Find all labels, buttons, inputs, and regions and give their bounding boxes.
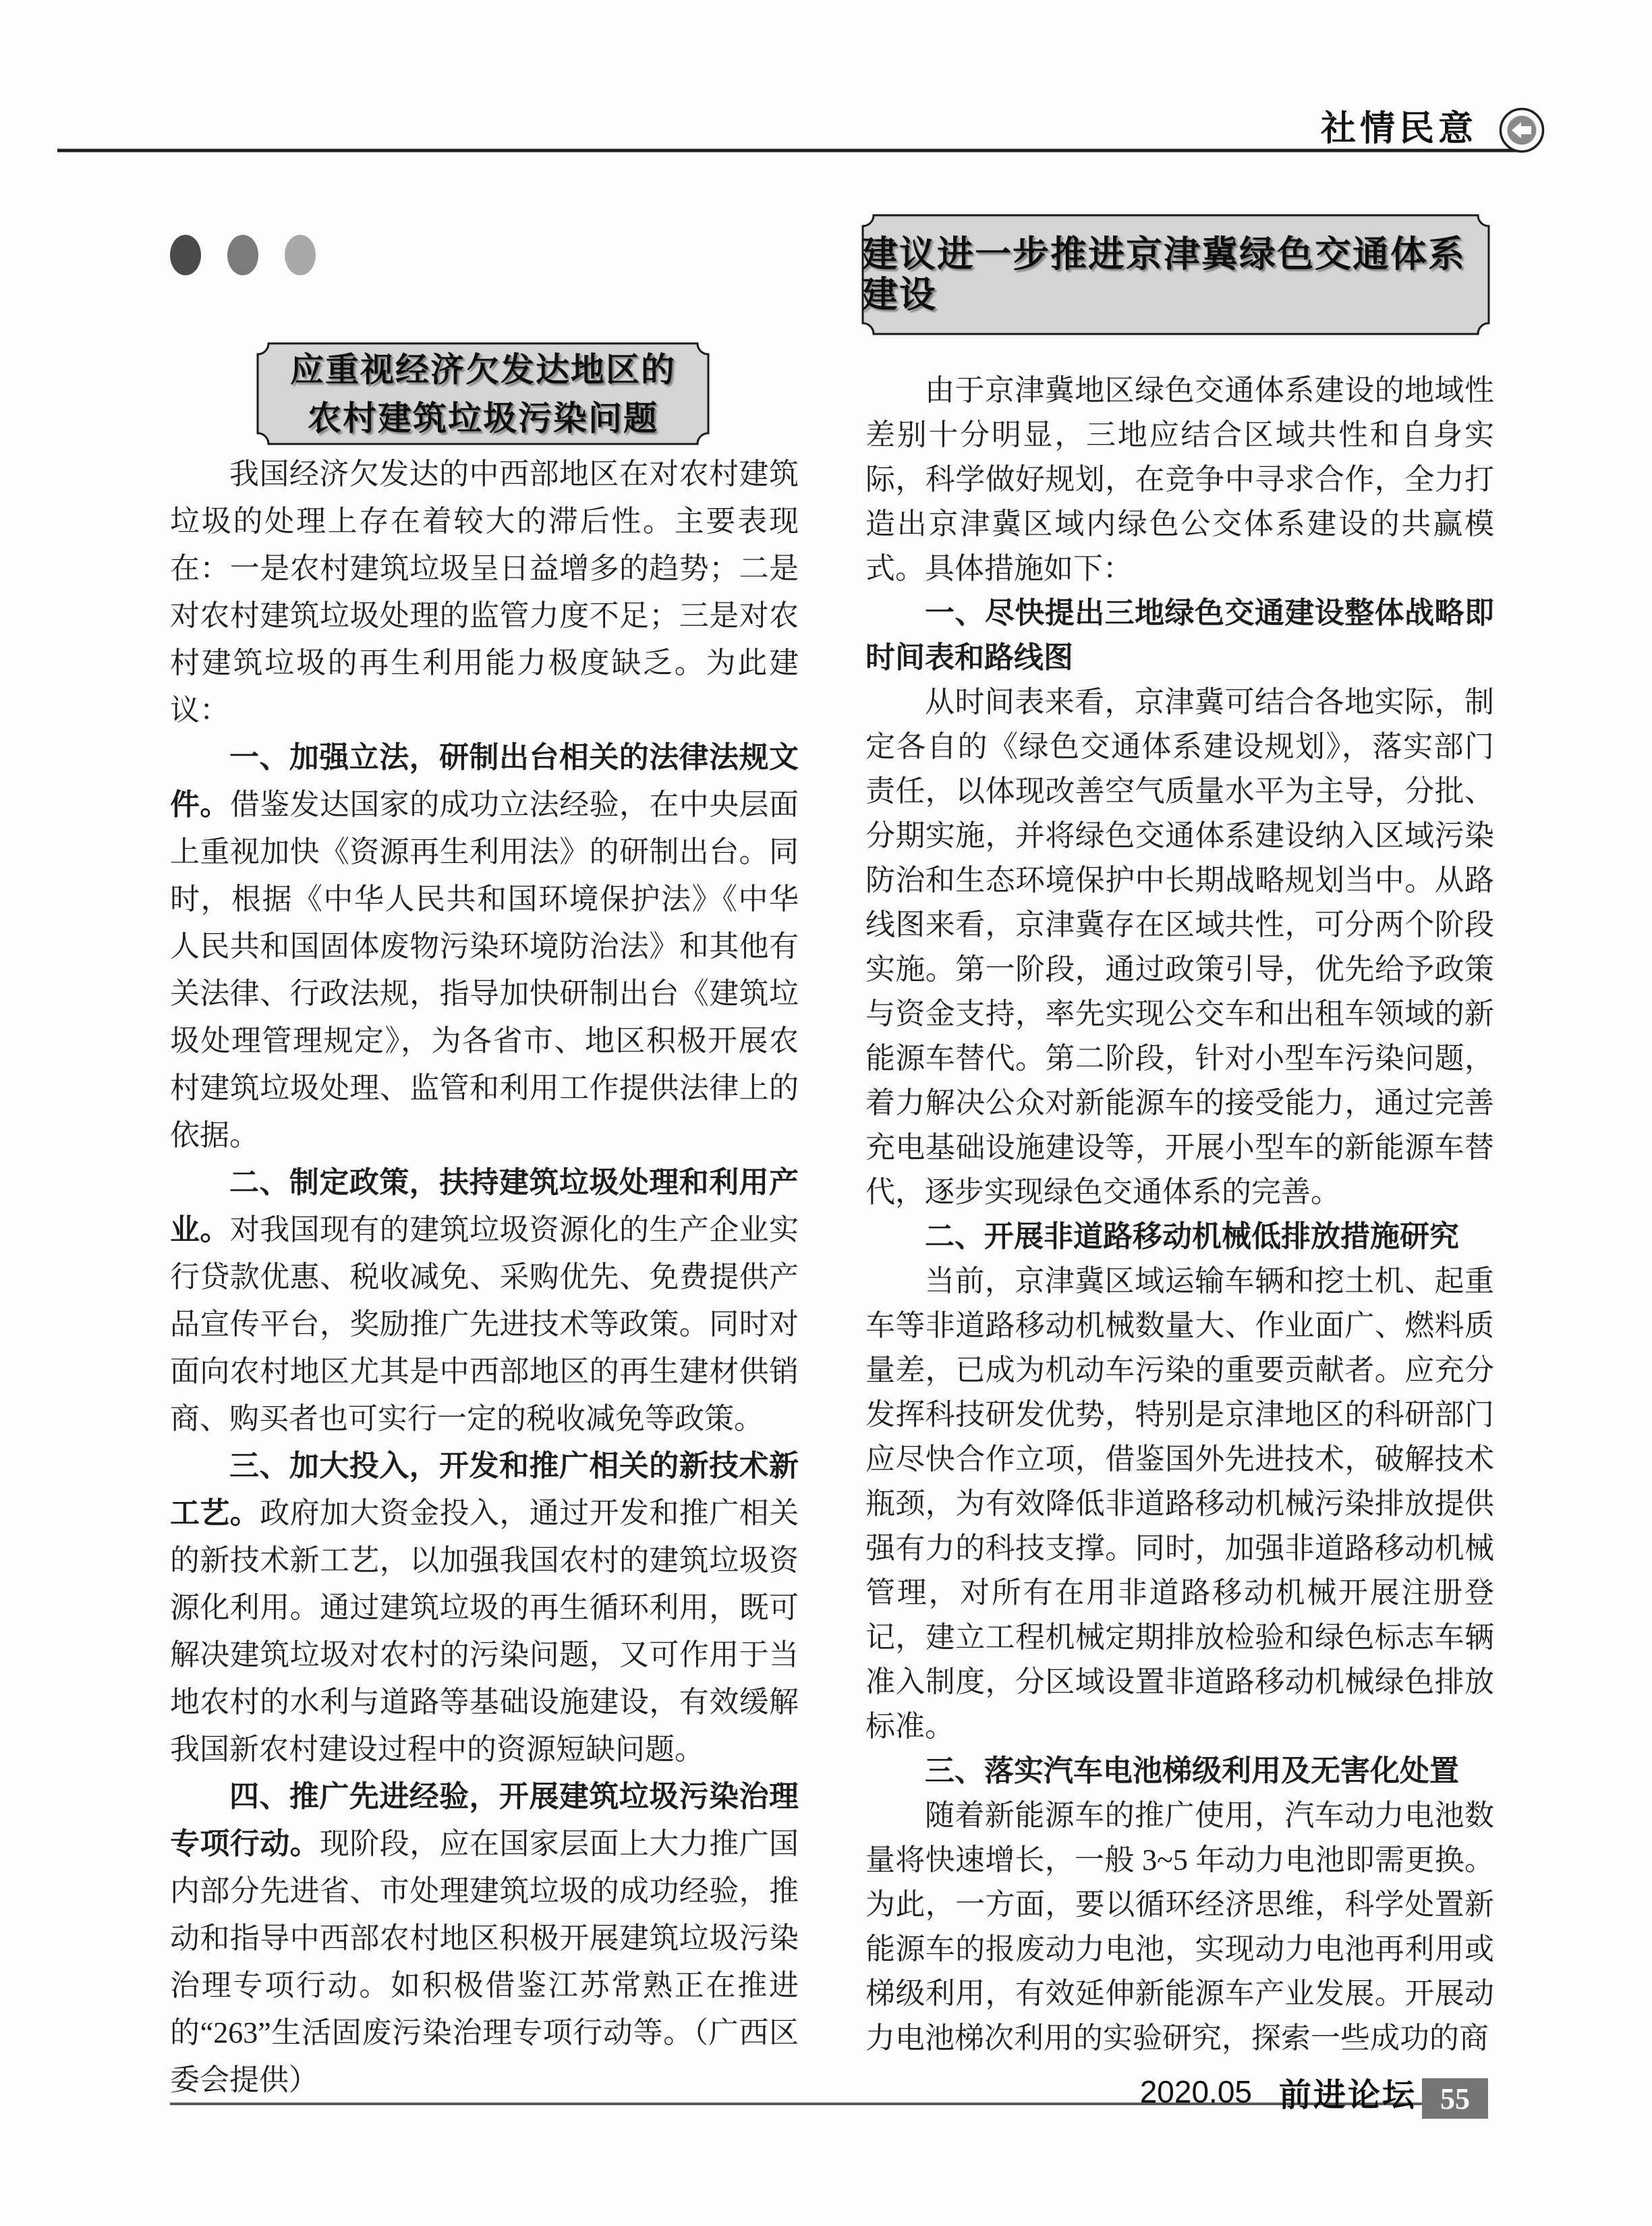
right-column — [865, 368, 1494, 2061]
paragraph: 四、推广先进经验，开展建筑垃圾污染治理专项行动。现阶段，应在国家层面上大力推广国内部分先进省、市处理建筑垃圾的成功经验，推动和指导中西部农村地区积极开展建筑垃圾污染治理专项行动。如积极借鉴江苏常熟正在推进的“263”生活固废污染治理专项行动等。（广西区委会提供） — [170, 1780, 799, 2096]
sub-heading: 二、开展非道路移动机械低排放措施研究 — [925, 1220, 1459, 1253]
paragraph-lead: 二、制定政策，扶持建筑垃圾处理和利用产业。 — [170, 1166, 799, 1246]
title-line: 应重视经济欠发达地区的 — [290, 350, 676, 389]
footer — [1012, 2073, 1417, 2111]
sub-heading: 一、尽快提出三地绿色交通建设整体战略即时间表和路线图 — [865, 596, 1494, 674]
paragraph: 随着新能源车的推广使用，汽车动力电池数量将快速增长，一般 3~5 年动力电池即需更换。为此，一方面，要以循环经济思维，科学处置新能源车的报废动力电池，实现动力电池再利用或梯级利用，有效延伸新能源车产业发展。开展动力电池梯次利用的实验研究，探索一些成功的商 — [865, 1799, 1494, 2055]
paragraph: 我国经济欠发达的中西部地区在对农村建筑垃圾的处理上存在着较大的滞后性。主要表现在：一是农村建筑垃圾呈日益增多的趋势；二是对农村建筑垃圾处理的监管力度不足；三是对农村建筑垃圾的再生利用能力极度缺乏。为此建议： — [170, 457, 799, 727]
right-article-title-box — [861, 214, 1490, 335]
section-label: 社情民意 — [1320, 109, 1477, 148]
left-article-title — [256, 342, 710, 445]
paragraph-lead: 一、加强立法，研制出台相关的法律法规文件。 — [170, 741, 799, 821]
title-line: 农村建筑垃圾污染问题 — [308, 399, 658, 437]
paragraph: 由于京津冀地区绿色交通体系建设的地域性差别十分明显，三地应结合区域共性和自身实际，科学做好规划，在竞争中寻求合作，全力打造出京津冀区域内绿色公交体系建设的共赢模式。具体措施如下： — [865, 374, 1494, 585]
left-article-title-box — [256, 342, 710, 445]
header-rule — [0, 0, 1652, 202]
paragraph: 三、加大投入，开发和推广相关的新技术新工艺。政府加大资金投入，通过开发和推广相关的新技术新工艺，以加强我国农村的建筑垃圾资源化利用。通过建筑垃圾的再生循环利用，既可解决建筑垃圾对农村的污染问题，又可作用于当地农村的水利与道路等基础设施建设，有效缓解我国新农村建设过程中的资源短缺问题。 — [170, 1449, 799, 1766]
paragraph: 从时间表来看，京津冀可结合各地实际，制定各自的《绿色交通体系建设规划》，落实部门责任，以体现改善空气质量水平为主导，分批、分期实施，并将绿色交通体系建设纳入区域污染防治和生态环境保护中长期战略规划当中。从路线图来看，京津冀存在区域共性，可分两个阶段实施。第一阶段，通过政策引导，优先给予政策与资金支持，率先实现公交车和出租车领域的新能源车替代。第二阶段，针对小型车污染问题，着力解决公众对新能源车的接受能力，通过完善充电基础设施建设等，开展小型车的新能源车替代，逐步实现绿色交通体系的完善。 — [865, 686, 1494, 1208]
paragraph: 当前，京津冀区域运输车辆和挖土机、起重车等非道路移动机械数量大、作业面广、燃料质量差，已成为机动车污染的重要贡献者。应充分发挥科技研发优势，特别是京津地区的科研部门应尽快合作立项，借鉴国外先进技术，破解技术瓶颈，为有效降低非道路移动机械污染排放提供强有力的科技支撑。同时，加强非道路移动机械管理，对所有在用非道路移动机械开展注册登记，建立工程机械定期排放检验和绿色标志车辆准入制度，分区域设置非道路移动机械绿色排放标准。 — [865, 1264, 1494, 1743]
right-article-title — [861, 214, 1490, 335]
footer-issue-date: 2020.05 — [1139, 2074, 1252, 2109]
title-line: 建议进一步推进京津冀绿色交通体系建设 — [861, 234, 1466, 315]
paragraph: 二、制定政策，扶持建筑垃圾处理和利用产业。对我国现有的建筑垃圾资源化的生产企业实行贷款优惠、税收减免、采购优先、免费提供产品宣传平台，奖励推广先进技术等政策。同时对面向农村地区尤其是中西部地区的再生建材供销商、购买者也可实行一定的税收减免等政策。 — [170, 1166, 799, 1435]
dot-icon — [285, 235, 316, 275]
sub-heading: 三、落实汽车电池梯级利用及无害化处置 — [925, 1754, 1459, 1787]
paragraph: 一、加强立法，研制出台相关的法律法规文件。借鉴发达国家的成功立法经验，在中央层面上重视加快《资源再生利用法》的研制出台。同时，根据《中华人民共和国环境保护法》《中华人民共和国固体废物污染环境防治法》和其他有关法律、行政法规，指导加快研制出台《建筑垃圾处理管理规定》，为各省市、地区积极开展农村建筑垃圾处理、监管和利用工作提供法律上的依据。 — [170, 741, 799, 1152]
paragraph-lead: 三、加大投入，开发和推广相关的新技术新工艺。 — [170, 1449, 799, 1530]
paragraph-lead: 四、推广先进经验，开展建筑垃圾污染治理专项行动。 — [170, 1780, 799, 1860]
dot-icon — [170, 235, 201, 275]
dot-icon — [227, 235, 258, 275]
footer-journal-name: 前进论坛 — [1278, 2077, 1417, 2113]
page-number-badge: 55 — [1422, 2078, 1488, 2119]
left-column — [170, 451, 799, 2104]
